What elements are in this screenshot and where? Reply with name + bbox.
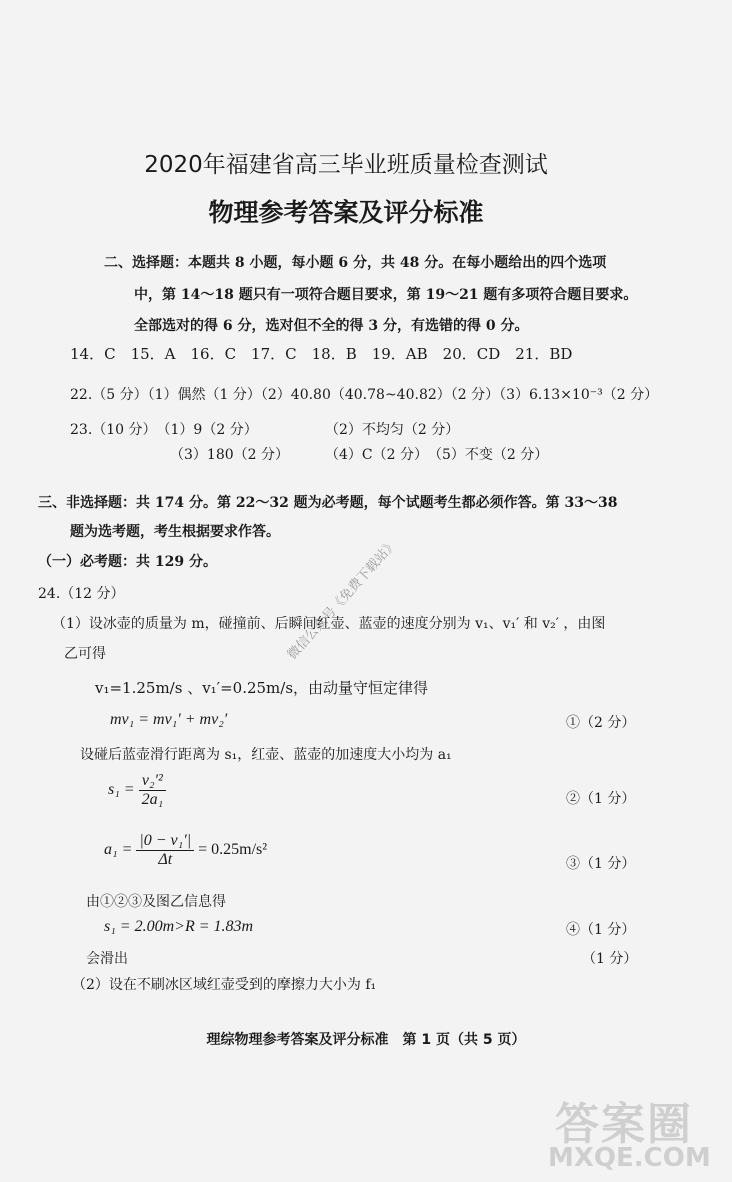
q24-part1-line1: （1）设冰壶的质量为 m，碰撞前、后瞬间红壶、蓝壶的速度分别为 v₁、v₁′ 和 v₂′ ，由图 — [52, 616, 606, 632]
score-2: ②（1 分） — [566, 791, 636, 807]
equation-2-numerator: v₂′² — [139, 772, 166, 791]
site-logo-top: 答案圈 — [555, 1099, 693, 1150]
q24-text2: 设碰后蓝壶滑行距离为 s₁，红壶、蓝壶的加速度大小均为 a₁ — [80, 747, 452, 763]
q24-part2: （2）设在不刷冰区域红壶受到的摩擦力大小为 f₁ — [72, 977, 377, 993]
section2-instructions-line3: 全部选对的得 6 分，选对但不全的得 3 分，有选错的得 0 分。 — [134, 318, 529, 334]
section2-instructions-line2: 中，第 14～18 题只有一项符合题目要求，第 19～21 题有多项符合题目要求。 — [134, 287, 638, 303]
site-logo-bottom: MXQE.COM — [548, 1143, 711, 1173]
exam-title: 2020年福建省高三毕业班质量检查测试 — [144, 152, 548, 178]
equation-1: mv₁ = mv₁′ + mv₂′ — [110, 711, 228, 728]
q22-answer: 22.（5 分）（1）偶然（1 分）（2）40.80（40.78~40.82）（2 分）（3）6.13×10⁻³（2 分） — [70, 387, 659, 403]
document-title: 物理参考答案及评分标准 — [208, 198, 484, 227]
score-3: ③（1 分） — [566, 856, 636, 872]
q23-row2-col2: （4）C（2 分） （5）不变（2 分） — [325, 447, 549, 463]
equation-2 — [108, 772, 166, 809]
equation-2-denominator: 2a₁ — [141, 791, 164, 808]
score-4: ④（1 分） — [566, 922, 636, 938]
section3-instructions-line1: 三、非选择题：共 174 分。第 22～32 题为必考题，每个试题考生都必须作答。第 33～38 — [38, 495, 618, 511]
q23-row2-col1: （3）180（2 分） — [170, 447, 289, 463]
equation-2-lhs: s₁ = — [108, 781, 135, 799]
score-5: （1 分） — [582, 951, 638, 967]
q24-heading: 24.（12 分） — [38, 586, 125, 602]
q24-part1-line2: 乙可得 — [64, 646, 106, 662]
equation-3-denominator: Δt — [158, 851, 173, 868]
q23-row1-col2: （2）不均匀（2 分） — [325, 422, 460, 438]
q23-row1-col1: 23.（10 分） （1）9（2 分） — [70, 422, 258, 438]
q24-text3: 由①②③及图乙信息得 — [86, 894, 226, 910]
choice-answers: 14．C 15．A 16．C 17．C 18．B 19．AB 20．CD 21．BD — [70, 345, 573, 363]
q24-velocities: v₁=1.25m/s 、v₁′=0.25m/s，由动量守恒定律得 — [95, 679, 429, 697]
equation-3-numerator: |0 − v₁′| — [136, 832, 194, 851]
watermark: 微信公众号《免费下载站》 — [284, 536, 401, 663]
section3-subheading: （一）必考题：共 129 分。 — [38, 554, 217, 570]
q24-text4: 会滑出 — [86, 951, 128, 967]
equation-3-fraction — [136, 832, 194, 869]
score-1: ①（2 分） — [566, 715, 636, 731]
equation-3-rhs: = 0.25m/s² — [198, 841, 268, 859]
equation-3 — [104, 832, 267, 869]
equation-3-lhs: a₁ = — [104, 841, 133, 859]
section2-instructions-line1: 二、选择题：本题共 8 小题，每小题 6 分，共 48 分。在每小题给出的四个选项 — [104, 255, 607, 271]
page-footer: 理综物理参考答案及评分标准 第 1 页（共 5 页） — [206, 1032, 526, 1048]
equation-2-fraction — [139, 772, 167, 809]
section3-instructions-line2: 题为选考题，考生根据要求作答。 — [70, 524, 280, 540]
equation-4: s₁ = 2.00m>R = 1.83m — [104, 918, 254, 935]
